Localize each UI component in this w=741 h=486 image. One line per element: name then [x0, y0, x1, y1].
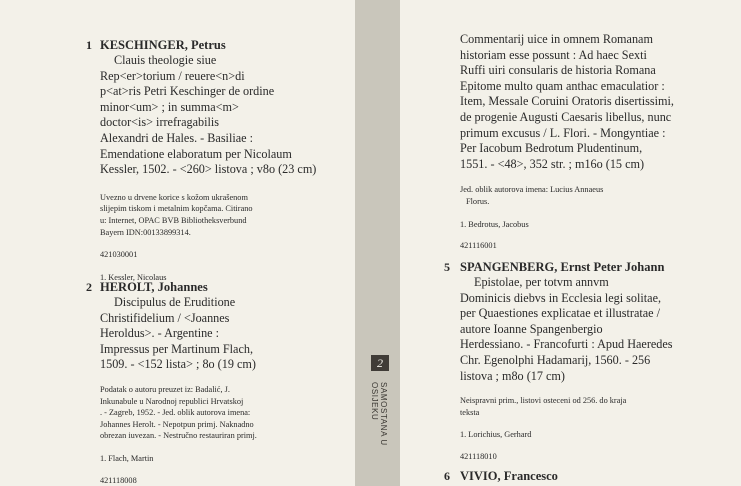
entry-number: 5 [444, 260, 450, 274]
note-line: Inkunabule u Narodnoj republici Hrvatskoj [100, 396, 244, 406]
body-line: historiam esse possunt : Ad haec Sexti [460, 47, 647, 62]
entry-note [100, 192, 350, 238]
body-line: Emendatione elaboratum per Nicolaum [100, 146, 292, 161]
entry-body [460, 275, 738, 384]
note-line: Neispravni prim., listovi osteceni od 256. do kraja [460, 396, 627, 406]
body-line: Discipulus de Eruditione [114, 295, 236, 309]
entry-heading: HEROLT, Johannes [100, 280, 208, 294]
body-line: Epistolae, per totvm annvm [474, 275, 609, 289]
page-number: 2 [371, 355, 389, 371]
entry-id: 421118008 [100, 475, 137, 485]
body-line: Heroldus>. - Argentine : [100, 326, 220, 341]
entry-heading: KESCHINGER, Petrus [100, 38, 226, 52]
catalog-entry-5 [420, 260, 738, 463]
body-line: Chr. Egenolphi Hadamarij, 1560. - 256 [460, 352, 651, 367]
catalog-entry-2 [60, 280, 350, 486]
entry-number: 1 [86, 38, 92, 52]
body-line: primum excusus / L. Flori. - Mongyntiae : [460, 125, 666, 140]
entry-heading: SPANGENBERG, Ernst Peter Johann [460, 260, 665, 274]
entry-number: 2 [86, 280, 92, 294]
note-line: Bayern IDN:00133899314. [100, 227, 191, 237]
entry-body [460, 32, 738, 172]
note-line: . - Zagreb, 1952. - Jed. oblik autorova imena: [100, 408, 251, 418]
body-line: de progenie Augusti Caesaris libellus, nunc [460, 109, 672, 124]
entry-subject: 1. Bedrotus, Jacobus [460, 219, 529, 229]
entry-subject: 1. Kessler, Nicolaus [100, 272, 167, 282]
body-line: Herdessiano. - Francofurti : Apud Haeredes [460, 337, 673, 352]
body-line: 1509. - <152 lista> ; 8o (19 cm) [100, 357, 256, 372]
body-line: Kessler, 1502. - <260> listova ; v8o (23 cm) [100, 162, 317, 177]
catalog-entry-continuation [460, 32, 738, 252]
body-line: Commentarij uice in omnem Romanam [460, 32, 653, 46]
entry-note [460, 184, 738, 207]
entry-id: 421030001 [100, 250, 138, 260]
body-line: Item, Messale Coruini Oratoris disertissimi, [460, 94, 674, 109]
body-line: Dominicis diebvs in Ecclesia legi solitae, [460, 290, 662, 305]
note-line: Florus. [466, 196, 490, 206]
entry-subject: 1. Flach, Martin [100, 453, 154, 463]
note-line: Johannes Herolt. - Nepotpun primj. Naknadno [100, 419, 254, 429]
body-line: Epitome multo quam anthac emaculatior : [460, 78, 665, 93]
entry-note [460, 395, 738, 418]
body-line: Per Iacobum Bedrotum Pludentinum, [460, 141, 643, 156]
body-line: doctor<is> irrefragabilis [100, 115, 219, 130]
note-line: Uvezno u drvene korice s kožom ukrašenom [100, 192, 248, 202]
spine-vertical-text: SAMOSTANA U OSIJEKU [370, 382, 388, 446]
note-line: obrezan iuvezan. - Nestručno restauriran primj. [100, 431, 257, 441]
body-line: minor<um> ; in summa<m> [100, 99, 239, 114]
body-line: Alexandri de Hales. - Basiliae : [100, 130, 253, 145]
entry-number: 6 [444, 469, 450, 483]
entry-id: 421118010 [460, 451, 497, 461]
entry-subject: 1. Lorichius, Gerhard [460, 430, 532, 440]
body-line: 1551. - <48>, 352 str. ; m16o (15 cm) [460, 156, 645, 171]
entry-id: 421116001 [460, 241, 497, 251]
body-line: autore Ioanne Spangenbergio [460, 321, 603, 336]
entry-heading: VIVIO, Francesco [460, 469, 558, 483]
body-line: per Quaestiones explicatae et illustratae / [460, 306, 660, 321]
note-line: u: Internet, OPAC BVB Bibliotheksverbund [100, 215, 247, 225]
body-line: Impressus per Martinum Flach, [100, 341, 253, 356]
catalog-entry-1 [60, 38, 350, 283]
entry-body [100, 53, 350, 178]
catalog-entry-6 [420, 469, 738, 484]
note-line: Jed. oblik autorova imena: Lucius Annaeus [460, 185, 604, 195]
body-line: Christifidelium / <Joannes [100, 310, 230, 325]
entry-body [100, 295, 350, 373]
note-line: teksta [460, 407, 480, 417]
body-line: Clauis theologie siue [114, 53, 217, 67]
note-line: Podatak o autoru preuzet iz: Badalić, J. [100, 384, 230, 394]
entry-note [100, 384, 350, 442]
note-line: slijepim tiskom i metalnim kopčama. Citirano [100, 204, 253, 214]
body-line: p<at>ris Petri Keschinger de ordine [100, 84, 275, 99]
body-line: Ruffi uiri consularis de historia Romana [460, 63, 656, 78]
body-line: listova ; m8o (17 cm) [460, 368, 565, 383]
body-line: Rep<er>torium / reuere<n>di [100, 68, 245, 83]
